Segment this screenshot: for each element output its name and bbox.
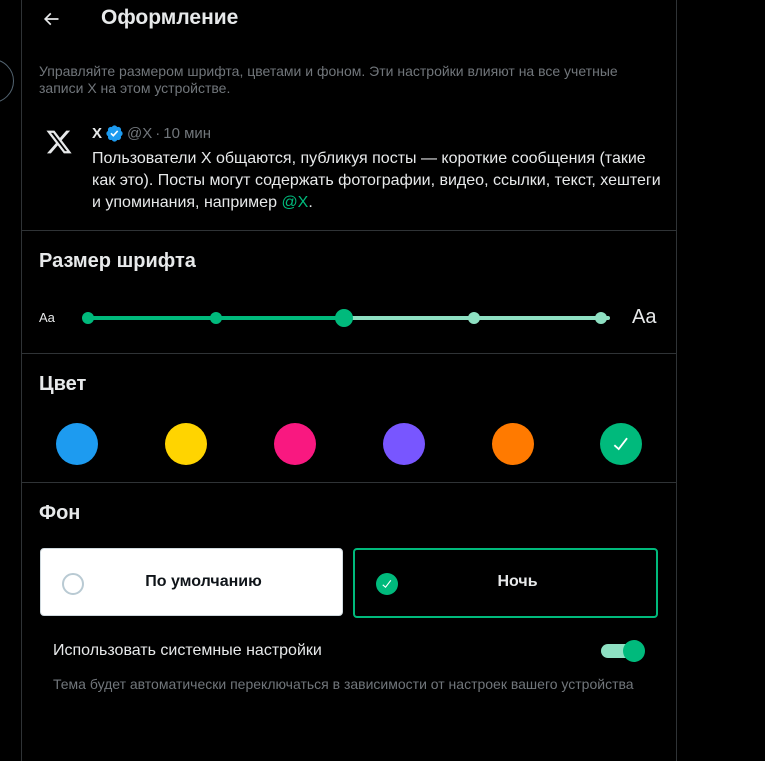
background-avatar-outline (0, 59, 14, 103)
page-title: Оформление (101, 6, 239, 29)
font-size-step-5[interactable] (595, 312, 607, 324)
use-system-settings-toggle[interactable] (601, 640, 647, 664)
toggle-knob (623, 640, 645, 662)
settings-description: Управляйте размером шрифта, цветами и фоном. Эти настройки влияют на все учетные записи X на этом устройстве. (39, 63, 618, 96)
divider (22, 353, 676, 354)
dialog-header (22, 0, 676, 40)
font-size-large-label: Aa (632, 306, 657, 328)
use-system-settings-hint: Тема будет автоматически переключаться в зависимости от настроек вашего устройства (53, 676, 634, 692)
use-system-settings-label: Использовать системные настройки (53, 642, 322, 659)
divider (22, 230, 676, 231)
post-text (92, 148, 662, 214)
post-body: Пользователи X общаются, публикуя посты — короткие сообщения (такие как это). Посты могут содержать фотографии, видео, ссылки, текст, хештеги и упоминания, например (92, 150, 661, 211)
preview-post (39, 122, 659, 222)
back-button[interactable] (38, 6, 64, 32)
color-swatch-purple[interactable] (383, 423, 425, 465)
color-title: Цвет (39, 373, 87, 395)
post-author-handle: @X (127, 125, 153, 142)
font-size-step-1[interactable] (82, 312, 94, 324)
post-text-end: . (308, 194, 313, 211)
color-swatch-blue[interactable] (56, 423, 98, 465)
color-swatch-yellow[interactable] (165, 423, 207, 465)
checkmark-icon (610, 433, 632, 455)
color-swatch-pink[interactable] (274, 423, 316, 465)
post-mention[interactable]: @X (281, 194, 309, 211)
divider (22, 482, 676, 483)
arrow-left-icon (41, 9, 61, 29)
font-size-small-label: Aa (39, 310, 55, 325)
font-size-step-2[interactable] (210, 312, 222, 324)
color-swatch-green[interactable] (600, 423, 642, 465)
verified-badge-icon (105, 124, 124, 143)
background-title: Фон (39, 502, 81, 524)
post-header (92, 124, 211, 143)
background-option-label: По умолчанию (145, 573, 262, 590)
appearance-dialog (21, 0, 677, 761)
post-author-name: X (92, 125, 103, 142)
color-swatch-orange[interactable] (492, 423, 534, 465)
post-timestamp: 10 мин (163, 125, 212, 142)
background-option-night[interactable] (353, 548, 658, 618)
font-size-title: Размер шрифта (39, 250, 196, 272)
background-option-default[interactable] (40, 548, 343, 616)
font-size-step-3[interactable] (335, 309, 353, 327)
font-size-slider[interactable] (79, 300, 619, 336)
x-logo-icon (45, 128, 77, 160)
post-separator: · (155, 125, 161, 142)
background-option-label: Ночь (497, 573, 538, 590)
font-size-step-4[interactable] (468, 312, 480, 324)
